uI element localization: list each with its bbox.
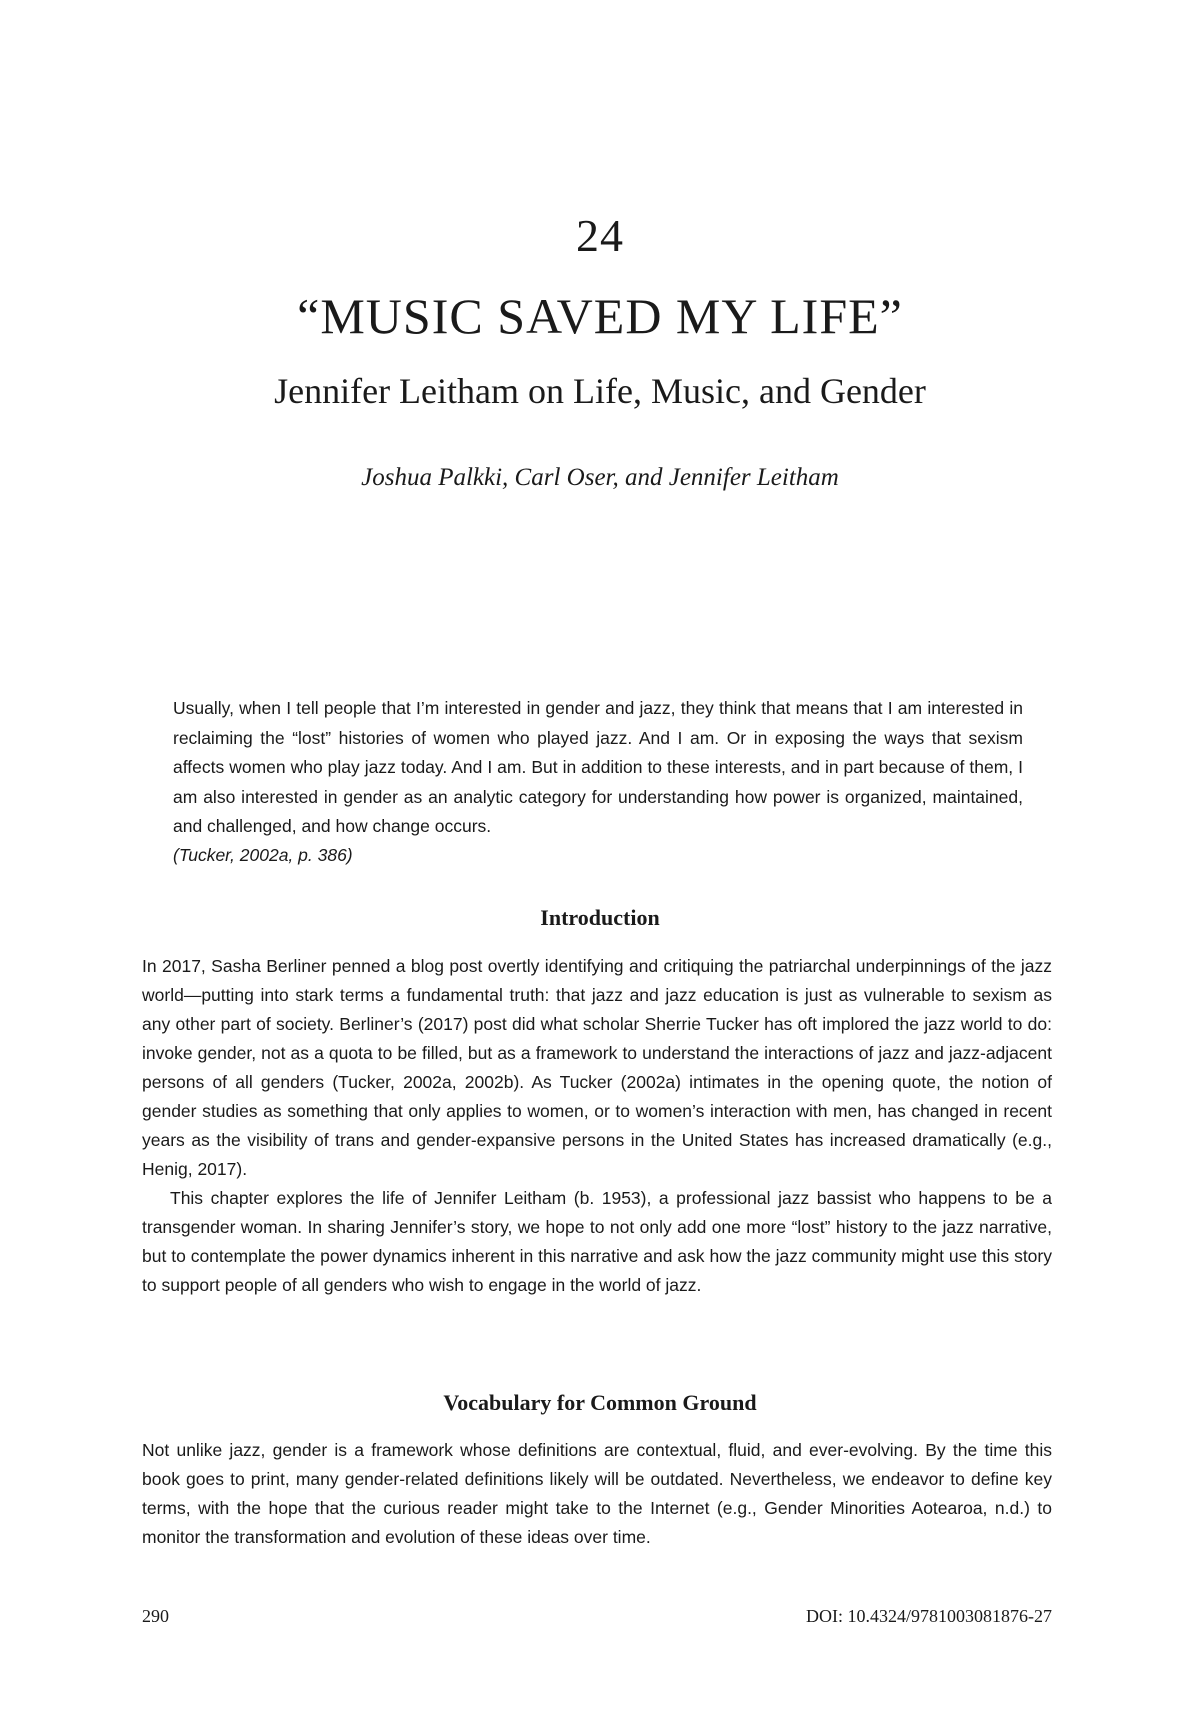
chapter-title: “MUSIC SAVED MY LIFE” <box>297 288 903 344</box>
epigraph-citation: (Tucker, 2002a, p. 386) <box>173 844 353 865</box>
chapter-subtitle: Jennifer Leitham on Life, Music, and Gender <box>274 371 926 411</box>
section-body-introduction <box>142 952 1052 1300</box>
chapter-number: 24 <box>576 210 624 261</box>
section-heading-introduction: Introduction <box>540 905 660 930</box>
chapter-authors: Joshua Palkki, Carl Oser, and Jennifer Leitham <box>361 464 839 491</box>
paragraph: Not unlike jazz, gender is a framework whose definitions are contextual, fluid, and ever-evolving. By the time this book goes to print, many gender-related definitions likely will be outdated. Nevertheless, we endeavor to define key terms, with the hope that the curious reader might take to the Internet (e.g., Gender Minorities Aotearoa, n.d.) to monitor the transformation and evolution of these ideas over time. <box>142 1440 1052 1547</box>
epigraph-text: Usually, when I tell people that I’m interested in gender and jazz, they think that means that I am interested in reclaiming the “lost” histories of women who played jazz. And I am. Or in exposing the ways that sexism affects women who play jazz today. And I am. But in addition to these interests, and in part because of them, I am also interested in gender as an analytic category for understanding how power is organized, maintained, and challenged, and how change occurs. <box>173 698 1023 836</box>
section-heading-vocabulary: Vocabulary for Common Ground <box>443 1390 757 1415</box>
page-number: 290 <box>142 1606 169 1626</box>
epigraph <box>173 694 1023 870</box>
section-body-vocabulary <box>142 1436 1052 1552</box>
paragraph: In 2017, Sasha Berliner penned a blog post overtly identifying and critiquing the patriarchal underpinnings of the jazz world—putting into stark terms a fundamental truth: that jazz and jazz education is just as vulnerable to sexism as any other part of society. Berliner’s (2017) post did what scholar Sherrie Tucker has oft implored the jazz world to do: invoke gender, not as a quota to be filled, but as a framework to understand the interactions of jazz and jazz-adjacent persons of all genders (Tucker, 2002a, 2002b). As Tucker (2002a) intimates in the opening quote, the notion of gender studies as something that only applies to women, or to women’s interaction with men, has changed in recent years as the visibility of trans and gender-expansive persons in the United States has increased dramatically (e.g., Henig, 2017). <box>142 956 1052 1179</box>
paragraph: This chapter explores the life of Jennifer Leitham (b. 1953), a professional jazz bassist who happens to be a transgender woman. In sharing Jennifer’s story, we hope to not only add one more “lost” history to the jazz narrative, but to contemplate the power dynamics inherent in this narrative and ask how the jazz community might use this story to support people of all genders who wish to engage in the world of jazz. <box>142 1188 1052 1295</box>
doi-footer: DOI: 10.4324/9781003081876-27 <box>806 1606 1052 1626</box>
